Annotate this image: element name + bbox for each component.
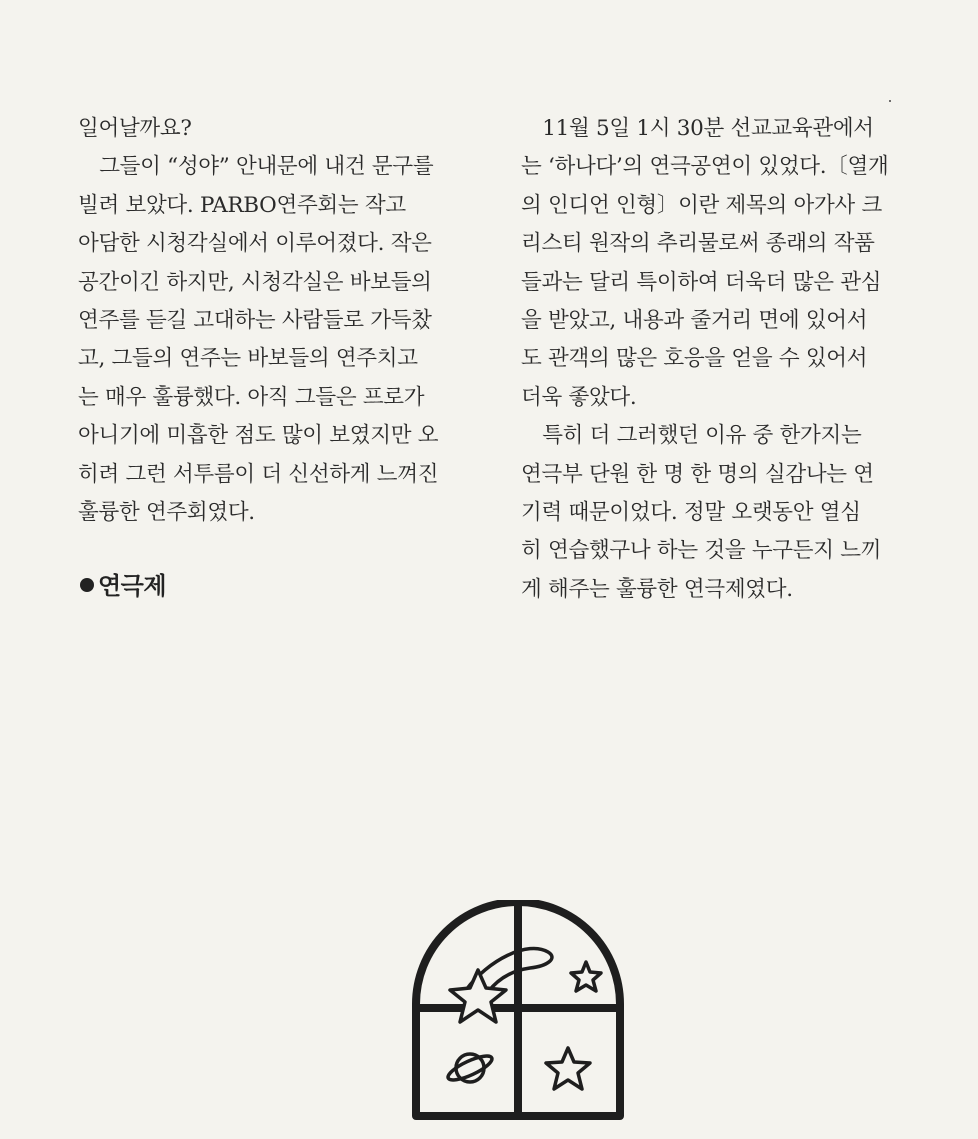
text-line: 들과는 달리 특이하여 더욱더 많은 관심 [521, 269, 882, 295]
text-line: 연주를 듣길 고대하는 사람들로 가득찼 [78, 307, 432, 333]
text-line: 특히 더 그러했던 이유 중 한가지는 [521, 423, 862, 449]
text-line: 그들이 “성야” 안내문에 내건 문구를 [78, 154, 434, 180]
text-line: 연극부 단원 한 명 한 명의 실감나는 연 [521, 461, 874, 487]
text-line: 11월 5일 1시 30분 선교교육관에서 [521, 116, 874, 141]
text-line: 히 연습했구나 하는 것을 누구든지 느끼 [521, 538, 882, 564]
small-star-icon [571, 962, 601, 991]
text-line: 아담한 시청각실에서 이루어졌다. 작은 [78, 231, 432, 257]
text-line: 게 해주는 훌륭한 연극제였다. [521, 576, 793, 602]
section-heading [80, 566, 166, 601]
bullet-icon [80, 578, 94, 592]
text-line: 는 매우 훌륭했다. 아직 그들은 프로가 [78, 384, 425, 410]
right-text-column [521, 110, 893, 609]
star-icon [546, 1048, 590, 1089]
window-illustration-icon [408, 900, 628, 1122]
text-line: 일어날까요? [78, 116, 192, 141]
paper-speck [889, 100, 891, 102]
section-heading-text: 연극제 [98, 572, 167, 600]
planet-ring [445, 1052, 494, 1085]
text-line: 공간이긴 하지만, 시청각실은 바보들의 [78, 269, 432, 295]
text-line: 빌려 보았다. PARBO연주회는 작고 [78, 192, 406, 218]
text-line: 을 받았고, 내용과 줄거리 면에 있어서 [521, 307, 868, 333]
text-line: 더욱 좋았다. [521, 384, 637, 410]
text-line: 히려 그런 서투름이 더 신선하게 느껴진 [78, 461, 439, 487]
text-line: 도 관객의 많은 호응을 얻을 수 있어서 [521, 346, 868, 372]
text-line: 의 인디언 인형〕이란 제목의 아가사 크 [521, 192, 882, 218]
text-line: 는 ‘하나다’의 연극공연이 있었다.〔열개 [521, 154, 889, 180]
text-line: 기력 때문이었다. 정말 오랫동안 열심 [521, 499, 861, 525]
text-line: 고, 그들의 연주는 바보들의 연주치고 [78, 346, 418, 372]
text-line: 리스티 원작의 추리물로써 종래의 작품 [521, 231, 875, 257]
text-line: 아니기에 미흡한 점도 많이 보였지만 오 [78, 423, 439, 449]
text-line: 훌륭한 연주회였다. [78, 499, 255, 525]
left-text-column [78, 110, 450, 532]
shooting-star-icon [450, 970, 506, 1022]
